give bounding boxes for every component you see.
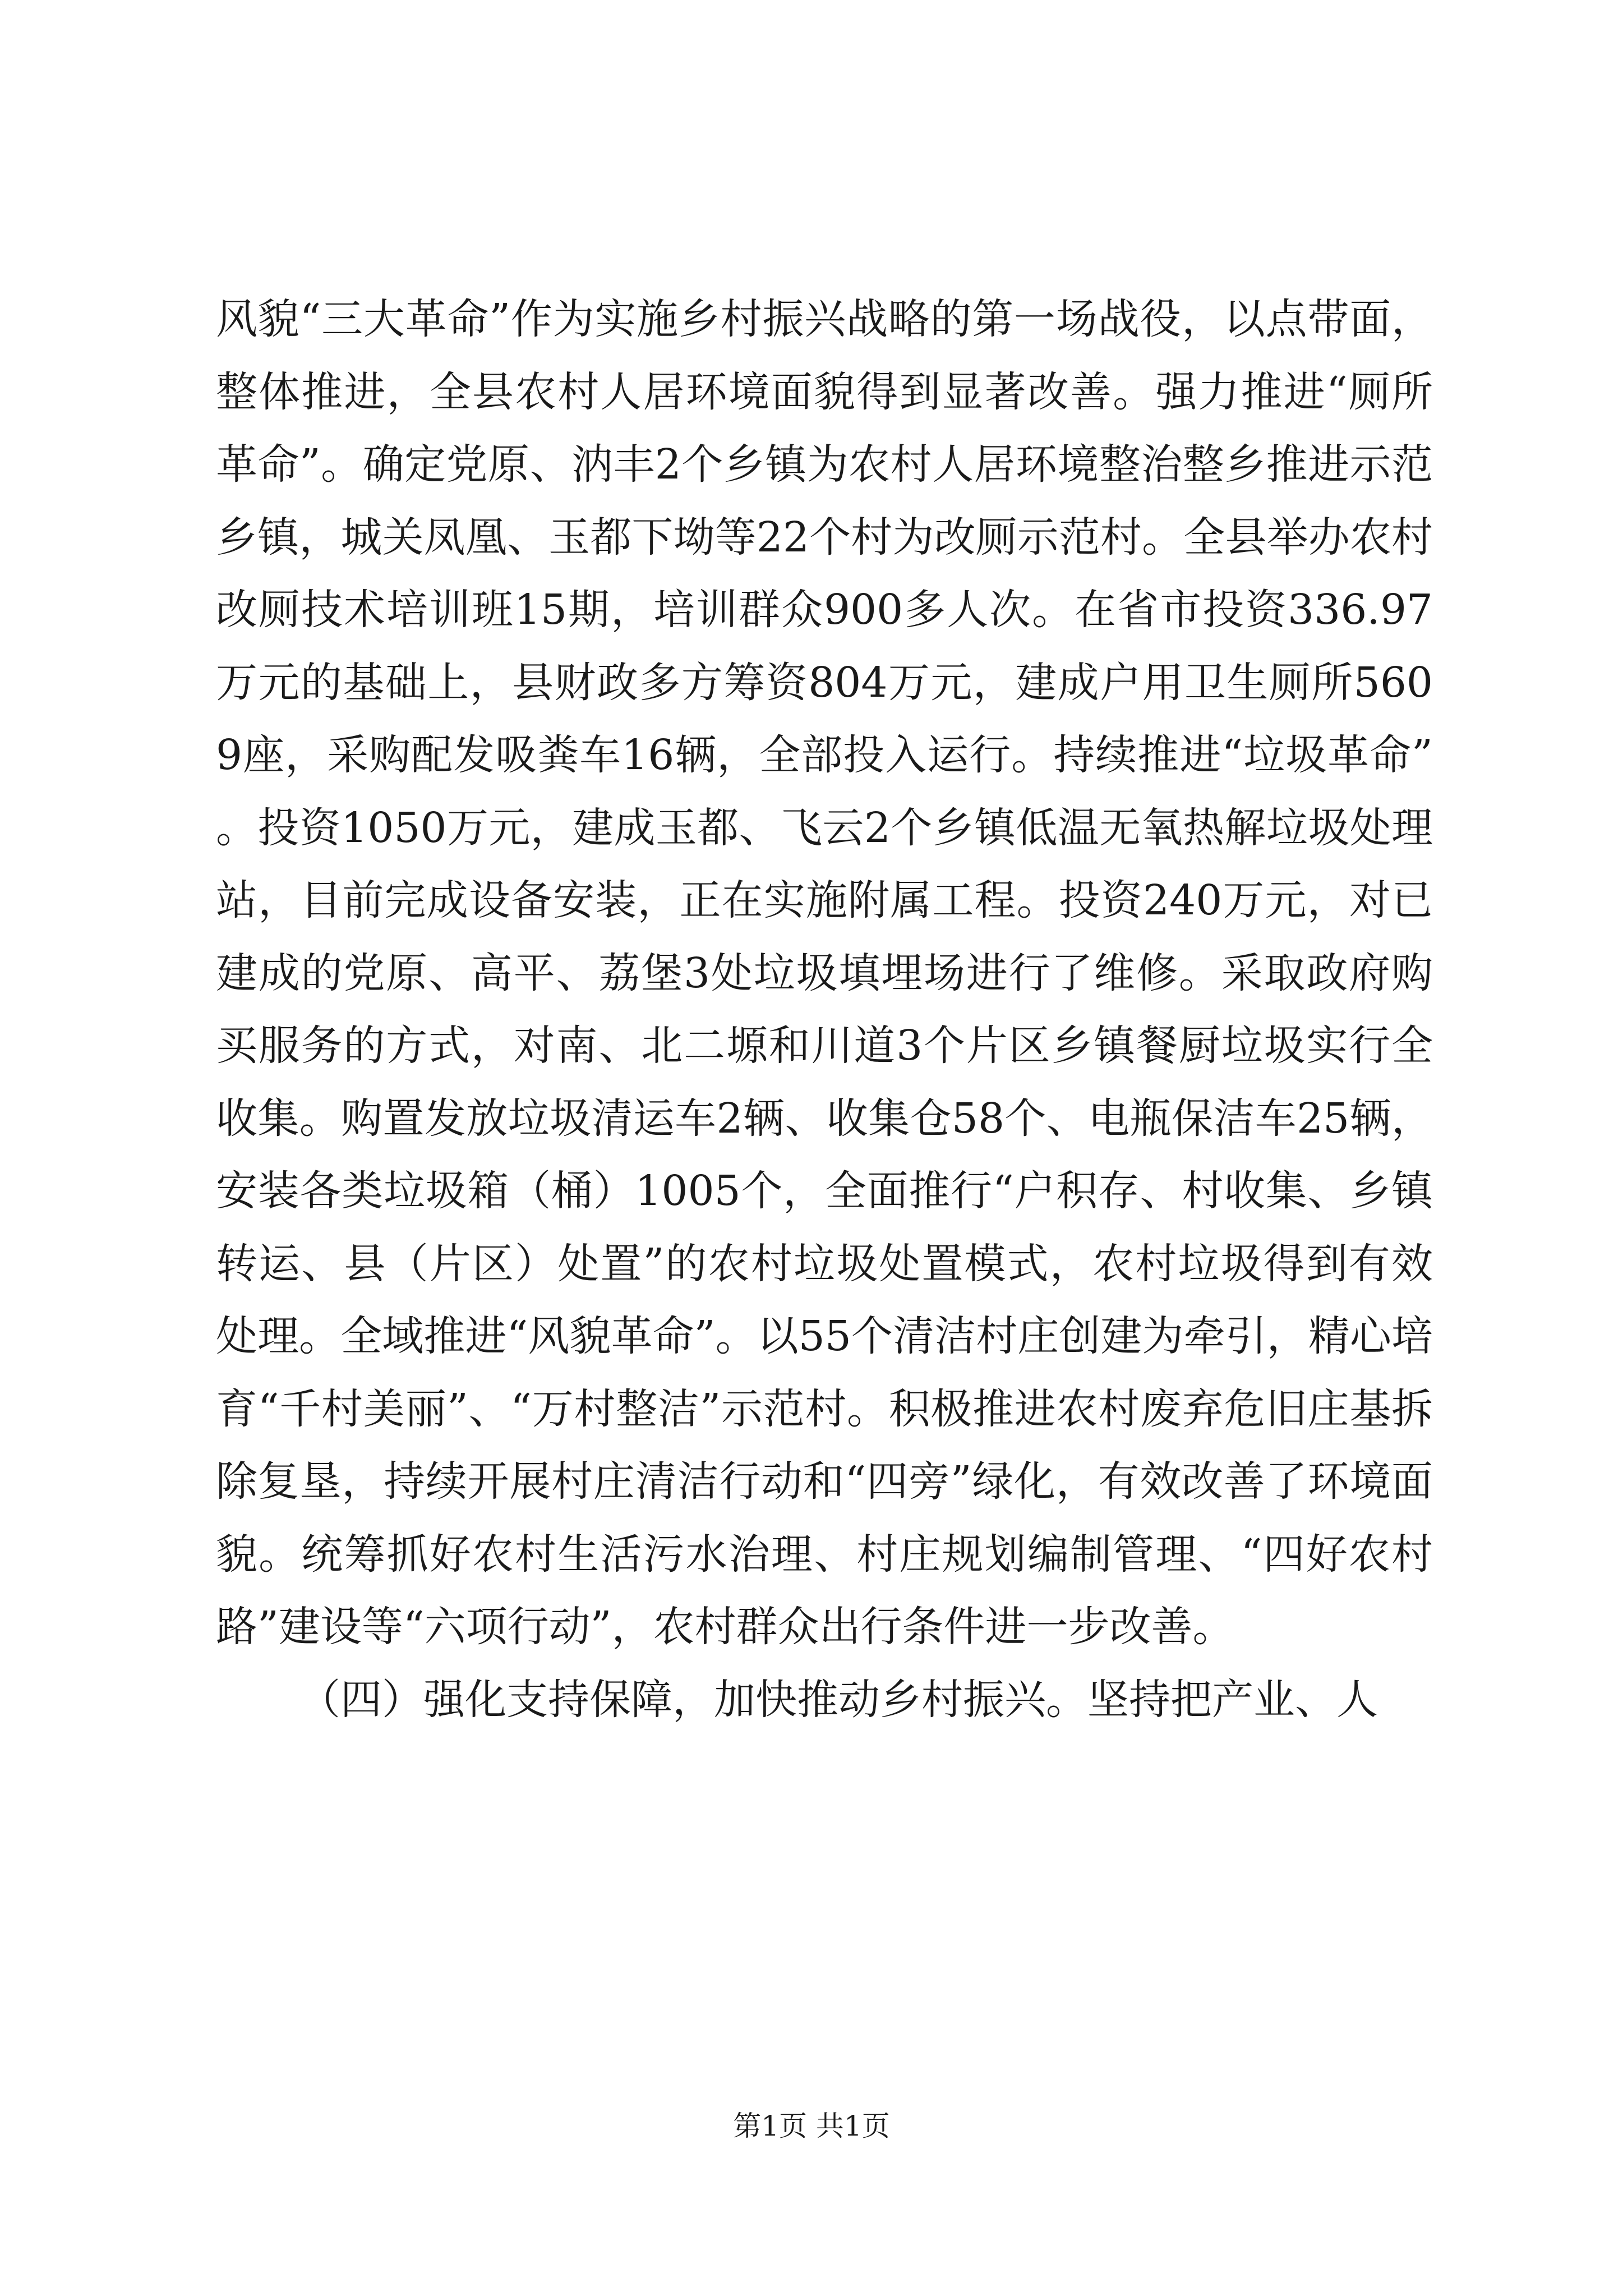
page-footer <box>0 2109 1623 2143</box>
paragraph-section-four: （四）强化支持保障，加快推动乡村振兴。坚持把产业、人 <box>299 1675 1378 1724</box>
paragraph-continued: 风貌“三大革命”作为实施乡村振兴战略的第一场战役，以点带面，整体推进，全县农村人居环境面貌得到显著改善。强力推进“厕所革命”。确定党原、汭丰2个乡镇为农村人居环境整治整乡推进示范乡镇，城关凤凰、玉都下坳等22个村为改厕示范村。全县举办农村改厕技术培训班15期，培训群众900多人次。在省市投资336.97万元的基础上，县财政多方筹资804万元，建成户用卫生厕所5609座，采购配发吸粪车16辆，全部投入运行。持续推进“垃圾革命”。投资1050万元，建成玉都、飞云2个乡镇低温无氧热解垃圾处理站，目前完成设备安装，正在实施附属工程。投资240万元，对已建成的党原、高平、荔堡3处垃圾填埋场进行了维修。采取政府购买服务的方式，对南、北二塬和川道3个片区乡镇餐厨垃圾实行全收集。购置发放垃圾清运车2辆、收集仓58个、电瓶保洁车25辆，安装各类垃圾箱（桶）1005个，全面推行“户积存、村收集、乡镇转运、县（片区）处置”的农村垃圾处置模式，农村垃圾得到有效处理。全域推进“风貌革命”。以55个清洁村庄创建为牵引，精心培育“千村美丽”、“万村整洁”示范村。积极推进农村废弃危旧庄基拆除复垦，持续开展村庄清洁行动和“四旁”绿化，有效改善了环境面貌。统筹抓好农村生活污水治理、村庄规划编制管理、“四好农村路”建设等“六项行动”，农村群众出行条件进一步改善。 <box>216 295 1433 1651</box>
document-body <box>216 283 1433 1736</box>
page-number-label: 第1页 共1页 <box>733 2110 890 2142</box>
